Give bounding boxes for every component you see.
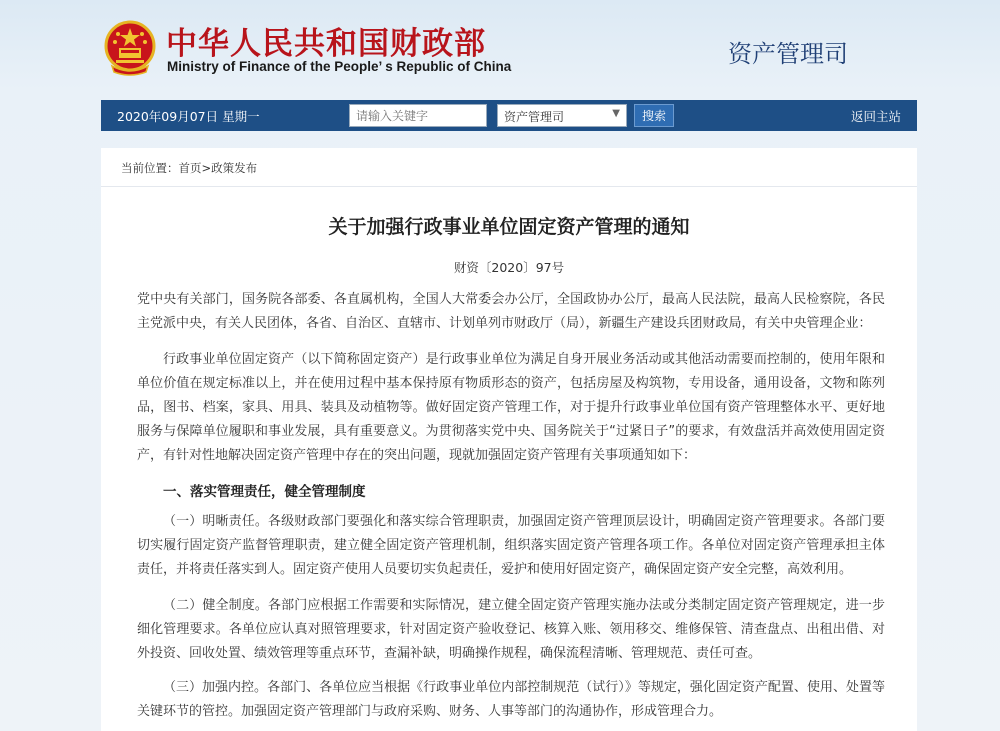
chevron-down-icon: ▼ (612, 108, 620, 119)
item-paragraph-1: （一）明晰责任。各级财政部门要强化和落实综合管理职责，加强固定资产管理顶层设计，明确固定资产管理要求。各部门要切实履行固定资产监督管理职责，建立健全固定资产管理机制，组织落实固定资产管理各项工作。各单位对固定资产管理承担主体责任，并将责任落实到人。固定资产使用人员要切实负起责任，爱护和使用好固定资产，确保固定资产安全完整，高效利用。 (137, 514, 885, 577)
search-button[interactable]: 搜索 (634, 104, 674, 127)
breadcrumb-separator: > (201, 161, 212, 175)
document-number: 财资〔2020〕97号 (453, 260, 565, 275)
breadcrumb-home-link[interactable]: 首页 (178, 161, 202, 175)
scope-select[interactable] (497, 104, 627, 127)
scope-select-value: 资产管理司 (504, 110, 565, 124)
article-title: 关于加强行政事业单位固定资产管理的通知 (328, 216, 690, 238)
breadcrumb-prefix: 当前位置： (121, 161, 179, 175)
site-header (0, 0, 1000, 98)
divider (101, 186, 917, 187)
top-navbar (101, 100, 917, 131)
department-name: 资产管理司 (728, 40, 848, 68)
section-heading: 一、落实管理责任，健全管理制度 (163, 484, 366, 500)
return-home-link[interactable]: 返回主站 (850, 109, 901, 124)
intro-paragraph: 行政事业单位固定资产（以下简称固定资产）是行政事业单位为满足自身开展业务活动或其他活动需要而控制的，使用年限和单位价值在规定标准以上，并在使用过程中基本保持原有物质形态的资产，包括房屋及构筑物，专用设备，通用设备，文物和陈列品，图书、档案，家具、用具、装具及动植物等。做好固定资产管理工作，对于提升行政事业单位国有资产管理整体水平、更好地服务与保障单位履职和事业发展，具有重要意义。为贯彻落实党中央、国务院关于“过紧日子”的要求，有效盘活并高效使用固定资产，有针对性地解决固定资产管理中存在的突出问题，现就加强固定资产管理有关事项通知如下： (137, 352, 885, 463)
recipients-paragraph: 党中央有关部门，国务院各部委、各直属机构，全国人大常委会办公厅，全国政协办公厅，最高人民法院，最高人民检察院，各民主党派中央，有关人民团体，各省、自治区、直辖市、计划单列市财政厅（局），新疆生产建设兵团财政局，有关中央管理企业： (137, 292, 885, 331)
search-input[interactable] (349, 104, 487, 127)
item-paragraph-3: （三）加强内控。各部门、各单位应当根据《行政事业单位内部控制规范（试行）》等规定，强化固定资产配置、使用、处置等关键环节的管控。加强固定资产管理部门与政府采购、财务、人事等部门的沟通协作，形成管理合力。 (137, 680, 885, 719)
national-emblem-icon (104, 20, 156, 76)
breadcrumb (121, 160, 257, 176)
current-date: 2020年09月07日 星期一 (117, 109, 260, 124)
ministry-name-cn[interactable]: 中华人民共和国财政部 (166, 26, 486, 62)
article-panel (101, 148, 917, 731)
breadcrumb-current-link[interactable]: 政策发布 (211, 161, 258, 175)
ministry-name-en[interactable]: Ministry of Finance of the People’ s Republic of China (167, 59, 512, 74)
item-paragraph-2: （二）健全制度。各部门应根据工作需要和实际情况，建立健全固定资产管理实施办法或分类制定固定资产管理规定，进一步细化管理要求。各单位应认真对照管理要求，针对固定资产验收登记、核算入账、领用移交、维修保管、清查盘点、出租出借、对外投资、回收处置、绩效管理等重点环节，查漏补缺，明确操作规程，确保流程清晰、管理规范、责任可查。 (137, 598, 885, 661)
